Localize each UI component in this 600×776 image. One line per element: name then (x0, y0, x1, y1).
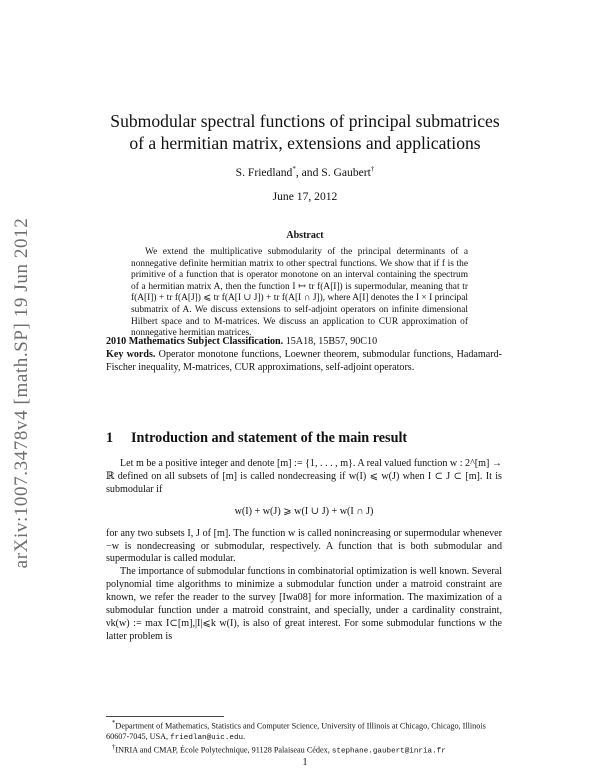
author-gaubert: S. Gaubert (321, 165, 371, 179)
paper-title (70, 110, 540, 154)
footnote-1-end: . (243, 731, 246, 741)
section-number: 1 (106, 430, 114, 446)
footnote-1 (106, 719, 502, 743)
footnote-mark-1: * (292, 165, 296, 173)
footnote-mark-2: † (370, 165, 375, 173)
paper-date: June 17, 2012 (272, 190, 338, 203)
section-heading (106, 430, 502, 447)
keywords (106, 349, 502, 375)
footnote-2-email: stephane.gaubert@inria.fr (331, 747, 446, 756)
msc-value: 15A18, 15B57, 90C10 (283, 336, 378, 347)
footnotes (106, 719, 502, 757)
footnote-rule (106, 716, 224, 717)
footnote-2-text: INRIA and CMAP, École Polytechnique, 91128 Palaiseau Cédex, (115, 745, 332, 755)
msc-classification (106, 336, 502, 349)
footnote-1-email: friedlan@uic.edu (170, 733, 244, 742)
submodular-equation: w(I) + w(J) ⩾ w(I ∪ J) + w(I ∩ J) (234, 505, 374, 517)
keywords-value: Operator monotone functions, Loewner theorem, submodular functions, Hadamard-Fischer inequality, M-matrices, CUR approximations, self-adjoint operators. (106, 349, 502, 373)
page-number: 1 (302, 757, 308, 768)
footnote-1-mark: * (112, 720, 116, 727)
section-title: Introduction and statement of the main result (131, 430, 408, 446)
keywords-label: Key words. (106, 349, 156, 360)
author-list (70, 165, 540, 179)
msc-label: 2010 Mathematics Subject Classification. (106, 336, 284, 347)
arxiv-stamp (8, 186, 36, 600)
abstract-text: We extend the multiplicative submodularity of the principal determinants of a nonnegative definite hermitian matrix to other spectral functions. We show that if f is the primitive of a function that is operator monotone on an interval containing the spectrum of a hermitian matrix A, then the function I ↦ tr f(A[I]) is supermodular, meaning that tr f(A[I]) + tr f(A[J]) ⩽ tr f(A[I ∪ J]) + tr f(A[I ∩ J]), where A[I] denotes the I × I principal submatrix of A. We discuss extensions to self-adjoint operators on infinite dimensional Hilbert space and to M-matrices. We discuss an application to CUR approximation of nonnegative hermitian matrices. (131, 247, 468, 339)
author-separator: , and (295, 165, 322, 179)
title-line-2: of a hermitian matrix, extensions and applications (129, 133, 481, 153)
paragraph-2: for any two subsets I, J of [m]. The function w is called nonincreasing or supermodular whenever −w is nondecreasing or submodular, respectively. A function that is both submodular and supermodular is called modular. (106, 527, 502, 565)
abstract-heading: Abstract (286, 230, 324, 241)
arxiv-identifier: arXiv:1007.3478v4 [math.SP] 19 Jun 2012 (11, 217, 32, 569)
paragraph-1: Let m be a positive integer and denote [m] := {1, . . . , m}. A real valued function w : 2^[m] → ℝ defined on all subsets of [m] is called nondecreasing if w(I) ⩽ w(J) when I ⊂ J ⊂ [m]. It is submodular if (106, 458, 502, 495)
author-friedland: S. Friedland (235, 165, 293, 179)
section-body (106, 458, 502, 644)
footnote-2-mark: † (112, 744, 116, 752)
footnote-1-text: Department of Mathematics, Statistics and Computer Science, University of Illinois at Chicago, Chicago, Illinois 60607-7045, USA, (106, 721, 486, 741)
title-line-1: Submodular spectral functions of principal submatrices (110, 111, 500, 131)
paragraph-3: The importance of submodular functions in combinatorial optimization is well known. Several polynomial time algorithms to minimize a submodular function under a matroid constraint are known, we refer the reader to the survey [Iwa08] for more information. The maximization of a submodular function under a matroid constraint, and specially, under a cardinality constraint, νk(w) := max I⊂[m],|I|⩽k w(I), is also of great interest. For some submodular functions w the latter problem is (106, 566, 502, 642)
footnote-2 (106, 743, 502, 757)
